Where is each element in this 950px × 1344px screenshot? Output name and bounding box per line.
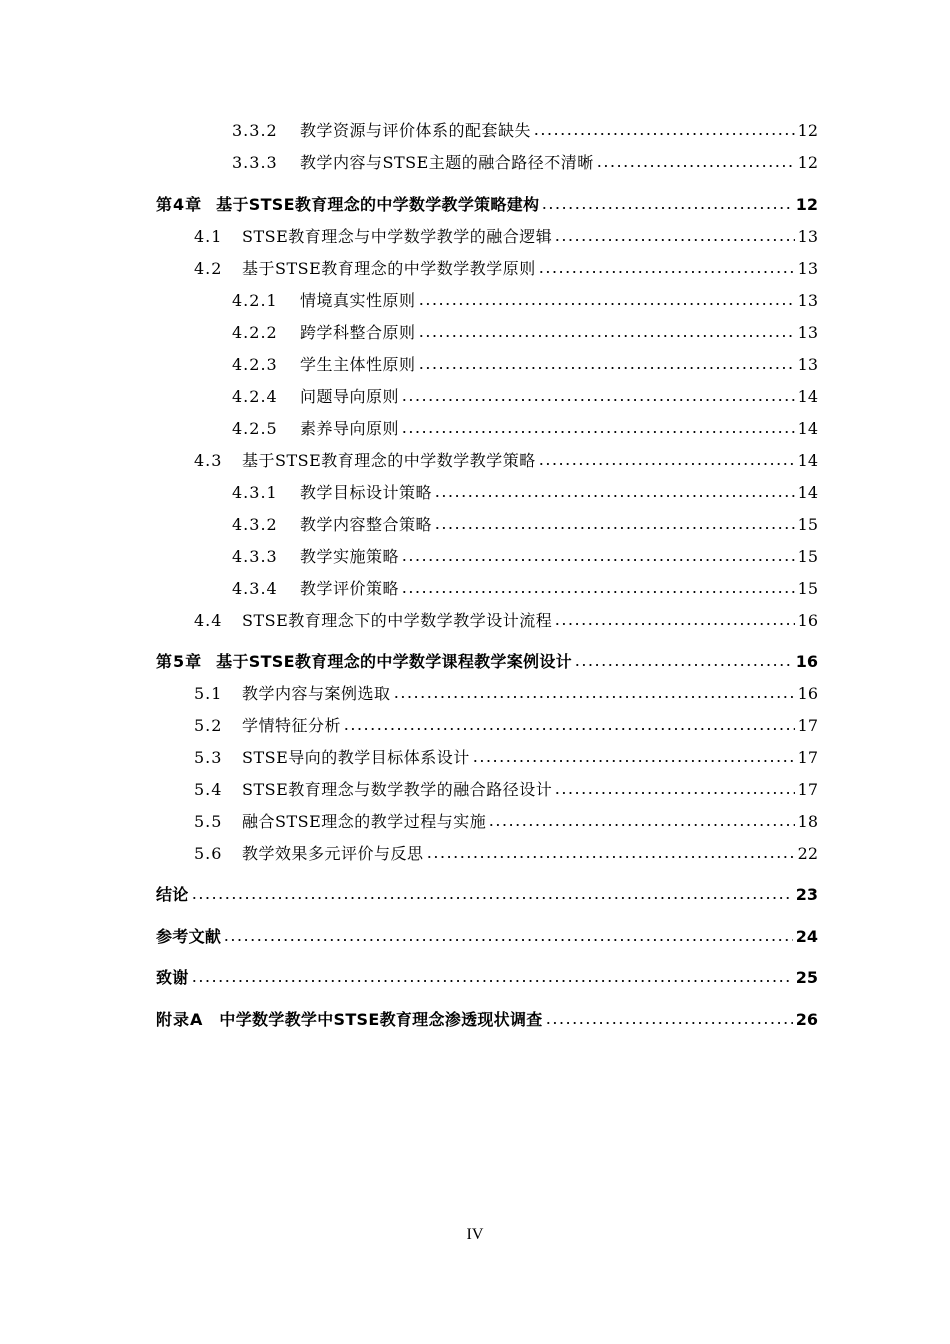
toc-entry[interactable] — [232, 577, 818, 599]
toc-entry-number: 5.1 — [194, 684, 223, 703]
toc-dot-leader — [418, 334, 795, 338]
toc-entry-title: 情境真实性原则 — [300, 291, 416, 310]
toc-entry-page: 25 — [795, 968, 818, 987]
toc-dot-leader — [574, 663, 793, 667]
toc-entry-title: 教学内容整合策略 — [300, 515, 433, 534]
toc-entry-number: 第5章 — [156, 652, 203, 671]
toc-dot-leader — [191, 979, 793, 983]
toc-entry-title: 素养导向原则 — [300, 419, 400, 438]
toc-entry-number: 第4章 — [156, 195, 203, 214]
toc-entry-number: 4.2.1 — [232, 291, 278, 310]
toc-entry-number: 3.3.3 — [232, 153, 278, 172]
toc-chapter-entry[interactable] — [156, 925, 818, 947]
toc-entry-number: 4.3.3 — [232, 547, 278, 566]
toc-entry-number: 4.2 — [194, 259, 223, 278]
toc-dot-leader — [191, 896, 793, 900]
toc-entry-title: 学情特征分析 — [242, 716, 342, 735]
toc-entry-number: 4.2.5 — [232, 419, 278, 438]
toc-entry-page: 17 — [797, 780, 818, 799]
toc-entry-title: 教学目标设计策略 — [300, 483, 433, 502]
toc-dot-leader — [426, 855, 795, 859]
toc-dot-leader — [401, 590, 795, 594]
toc-entry-page: 16 — [795, 652, 818, 671]
toc-dot-leader — [538, 462, 795, 466]
toc-entry-title: 问题导向原则 — [300, 387, 400, 406]
toc-entry-title: 中学数学教学中STSE教育理念渗透现状调查 — [219, 1010, 543, 1029]
toc-entry-title: STSE导向的教学目标体系设计 — [242, 748, 470, 767]
toc-dot-leader — [554, 622, 794, 626]
toc-chapter-entry[interactable] — [156, 966, 818, 988]
toc-entry-title: 融合STSE理念的教学过程与实施 — [242, 812, 487, 831]
toc-entry-page: 24 — [795, 927, 818, 946]
toc-entry-page: 26 — [795, 1010, 818, 1029]
toc-entry-number: 4.3.2 — [232, 515, 278, 534]
toc-entry[interactable] — [232, 289, 818, 311]
toc-entry-title: 跨学科整合原则 — [300, 323, 416, 342]
toc-entry-number: 5.2 — [194, 716, 223, 735]
toc-entry-page: 14 — [797, 483, 818, 502]
toc-entry[interactable] — [194, 810, 818, 832]
toc-entry[interactable] — [232, 119, 818, 141]
toc-entry-page: 22 — [797, 844, 818, 863]
toc-entry-title: 教学效果多元评价与反思 — [242, 844, 424, 863]
toc-entry-number: 4.4 — [194, 611, 223, 630]
toc-entry[interactable] — [232, 385, 818, 407]
toc-entry-title: 基于STSE教育理念的中学数学教学策略 — [242, 451, 536, 470]
toc-entry-number: 4.2.4 — [232, 387, 278, 406]
toc-entry-title: 学生主体性原则 — [300, 355, 416, 374]
toc-chapter-entry[interactable] — [156, 193, 818, 215]
toc-entry[interactable] — [194, 257, 818, 279]
toc-entry-page: 16 — [797, 684, 818, 703]
toc-dot-leader — [418, 366, 795, 370]
toc-entry[interactable] — [232, 353, 818, 375]
toc-entry-page: 15 — [797, 515, 818, 534]
toc-entry-title: 致谢 — [156, 968, 189, 987]
toc-chapter-entry[interactable] — [156, 650, 818, 672]
toc-entry-page: 15 — [797, 579, 818, 598]
toc-entry-page: 12 — [797, 153, 818, 172]
toc-dot-leader — [393, 695, 795, 699]
toc-entry-title: 参考文献 — [156, 927, 222, 946]
toc-dot-leader — [223, 938, 793, 942]
toc-entry-page: 14 — [797, 451, 818, 470]
toc-entry-page: 23 — [795, 885, 818, 904]
toc-entry[interactable] — [194, 449, 818, 471]
toc-chapter-entry[interactable] — [156, 1008, 818, 1030]
toc-entry-number: 5.6 — [194, 844, 223, 863]
toc-entry[interactable] — [194, 682, 818, 704]
toc-dot-leader — [401, 430, 795, 434]
toc-entry-title: 教学内容与STSE主题的融合路径不清晰 — [300, 153, 594, 172]
toc-entry-page: 13 — [797, 355, 818, 374]
toc-entry-page: 16 — [797, 611, 818, 630]
toc-entry[interactable] — [232, 481, 818, 503]
toc-entry-title: STSE教育理念与数学教学的融合路径设计 — [242, 780, 553, 799]
toc-dot-leader — [418, 302, 795, 306]
toc-dot-leader — [434, 494, 795, 498]
toc-entry-title: 基于STSE教育理念的中学数学教学原则 — [242, 259, 536, 278]
toc-entry-title: 教学评价策略 — [300, 579, 400, 598]
toc-entry[interactable] — [232, 545, 818, 567]
toc-dot-leader — [434, 526, 795, 530]
toc-entry[interactable] — [194, 225, 818, 247]
toc-entry-page: 13 — [797, 323, 818, 342]
toc-entry[interactable] — [232, 321, 818, 343]
toc-entry-page: 12 — [797, 121, 818, 140]
toc-dot-leader — [545, 1021, 793, 1025]
toc-entry-number: 4.1 — [194, 227, 223, 246]
toc-entry[interactable] — [232, 151, 818, 173]
toc-entry[interactable] — [194, 746, 818, 768]
toc-entry-number: 5.5 — [194, 812, 223, 831]
toc-entry-title: 教学实施策略 — [300, 547, 400, 566]
toc-dot-leader — [472, 759, 795, 763]
toc-entry-page: 18 — [797, 812, 818, 831]
toc-entry[interactable] — [232, 513, 818, 535]
toc-entry-number: 3.3.2 — [232, 121, 278, 140]
toc-entry-number: 4.3.1 — [232, 483, 278, 502]
toc-entry-page: 17 — [797, 716, 818, 735]
toc-chapter-entry[interactable] — [156, 883, 818, 905]
toc-entry-title: 教学内容与案例选取 — [242, 684, 391, 703]
toc-dot-leader — [554, 791, 794, 795]
toc-entry-page: 15 — [797, 547, 818, 566]
toc-entry-number: 5.3 — [194, 748, 223, 767]
toc-dot-leader — [596, 164, 795, 168]
toc-entry-number: 5.4 — [194, 780, 223, 799]
toc-entry-page: 14 — [797, 387, 818, 406]
toc-dot-leader — [401, 398, 795, 402]
toc-entry-number: 4.3.4 — [232, 579, 278, 598]
toc-entry-page: 12 — [795, 195, 818, 214]
toc-entry-number: 附录A — [156, 1010, 204, 1029]
toc-entry[interactable] — [194, 778, 818, 800]
toc-dot-leader — [343, 727, 795, 731]
toc-entry-page: 13 — [797, 259, 818, 278]
toc-entry-title: 教学资源与评价体系的配套缺失 — [300, 121, 532, 140]
toc-entry-number: 4.2.3 — [232, 355, 278, 374]
toc-entry-title: 基于STSE教育理念的中学数学教学策略建构 — [216, 195, 540, 214]
toc-entry[interactable] — [194, 714, 818, 736]
toc-dot-leader — [401, 558, 795, 562]
toc-dot-leader — [538, 270, 795, 274]
toc-dot-leader — [488, 823, 794, 827]
page-number-footer: IV — [466, 1226, 484, 1243]
toc-entry-number: 4.3 — [194, 451, 223, 470]
toc-entry-title: STSE教育理念下的中学数学教学设计流程 — [242, 611, 553, 630]
toc-entry-page: 13 — [797, 291, 818, 310]
toc-entry[interactable] — [232, 417, 818, 439]
toc-entry[interactable] — [194, 609, 818, 631]
toc-entry-page: 17 — [797, 748, 818, 767]
toc-entry[interactable] — [194, 842, 818, 864]
toc-entry-title: STSE教育理念与中学数学教学的融合逻辑 — [242, 227, 553, 246]
toc-entry-title: 结论 — [156, 885, 189, 904]
toc-entry-number: 4.2.2 — [232, 323, 278, 342]
toc-dot-leader — [533, 132, 795, 136]
toc-entry-page: 13 — [797, 227, 818, 246]
toc-dot-leader — [554, 238, 794, 242]
toc-dot-leader — [541, 206, 792, 210]
toc-entry-page: 14 — [797, 419, 818, 438]
toc-entry-title: 基于STSE教育理念的中学数学课程教学案例设计 — [216, 652, 572, 671]
